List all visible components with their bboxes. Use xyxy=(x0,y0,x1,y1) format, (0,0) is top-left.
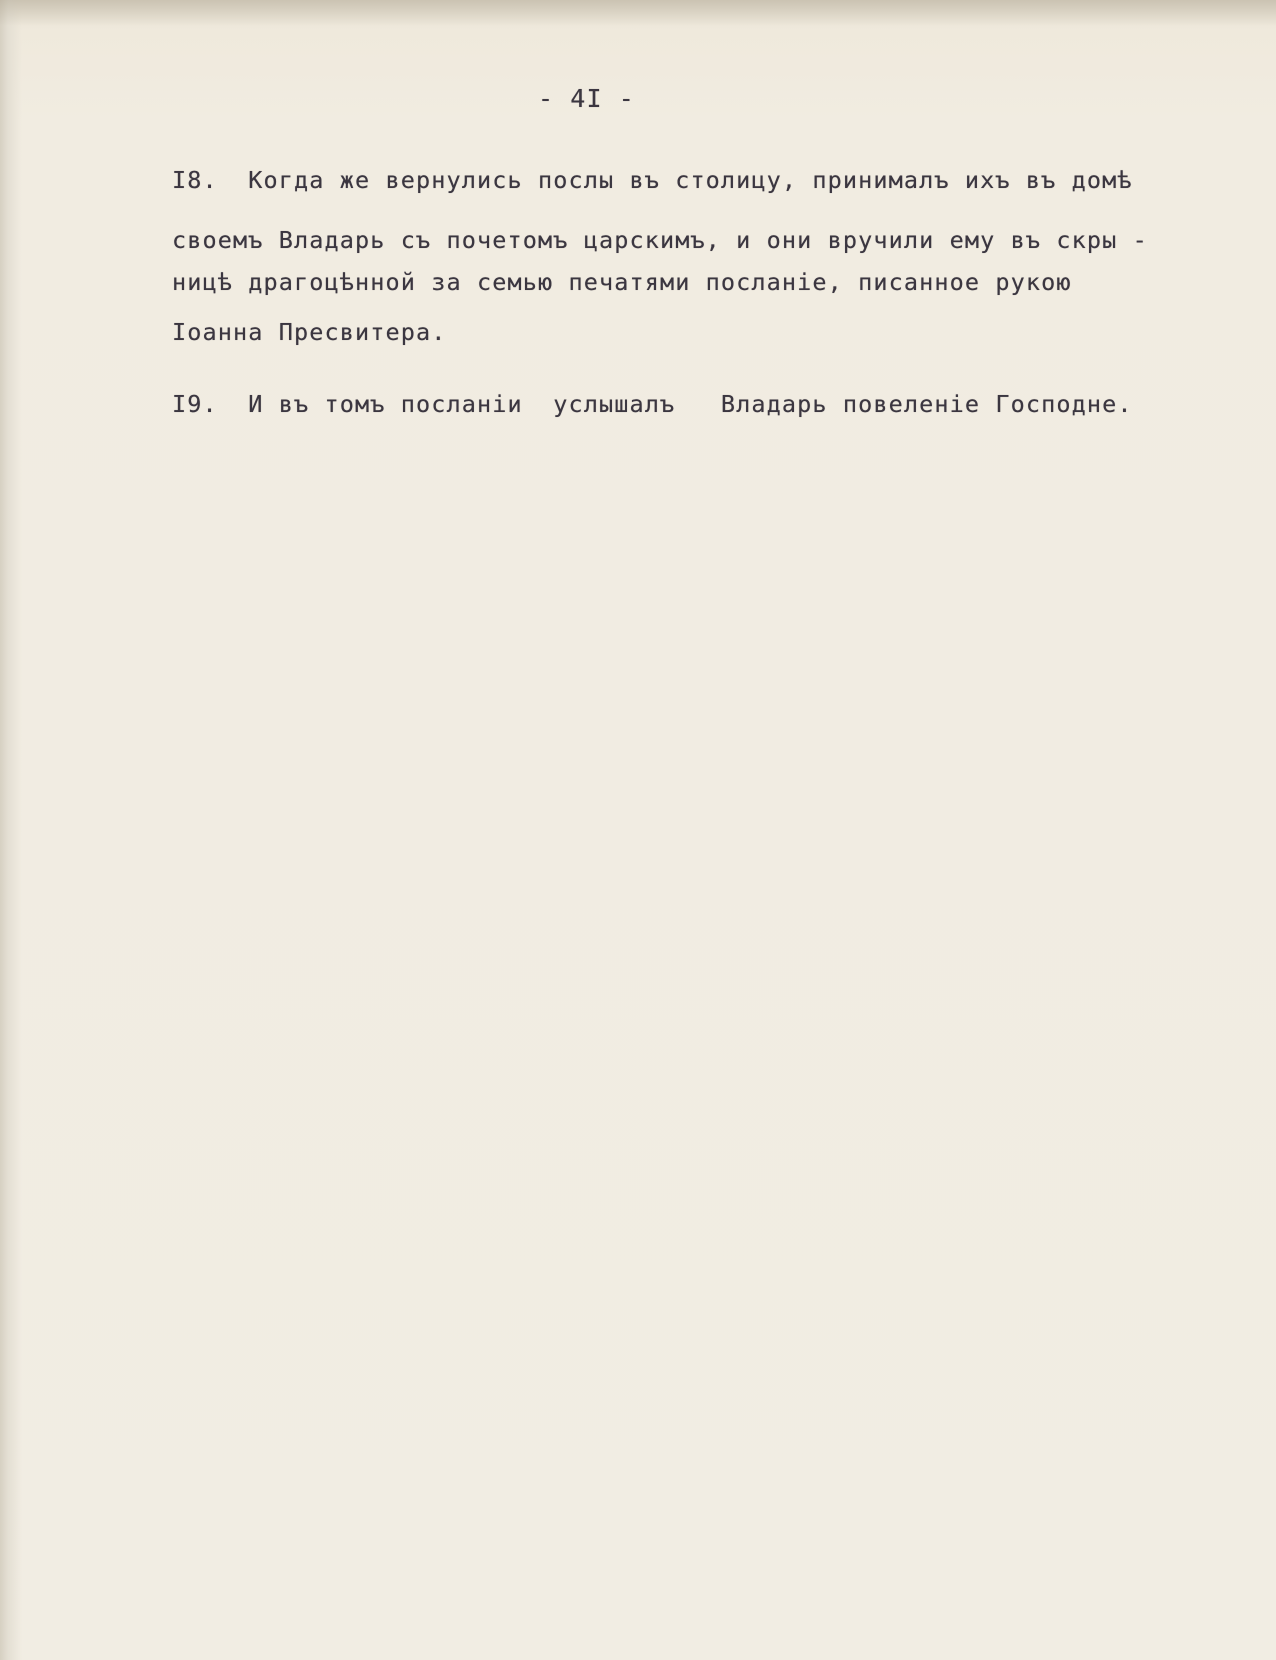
paragraph-line: Іоанна Пресвитера. xyxy=(172,318,447,346)
paragraph-line: своемъ Владарь съ почетомъ царскимъ, и они вручили ему въ скры - xyxy=(172,226,1148,254)
paragraph-line: I8. Когда же вернулись послы въ столицу, принималъ ихъ въ домѣ xyxy=(172,166,1133,194)
paragraph-line: ницѣ драгоцѣнной за семью печатями посланіе, писанное рукою xyxy=(172,268,1072,296)
page-number: - 4I - xyxy=(538,84,635,113)
paragraph-line: I9. И въ томъ посланіи услышалъ Владарь повеленіе Господне. xyxy=(172,390,1133,418)
